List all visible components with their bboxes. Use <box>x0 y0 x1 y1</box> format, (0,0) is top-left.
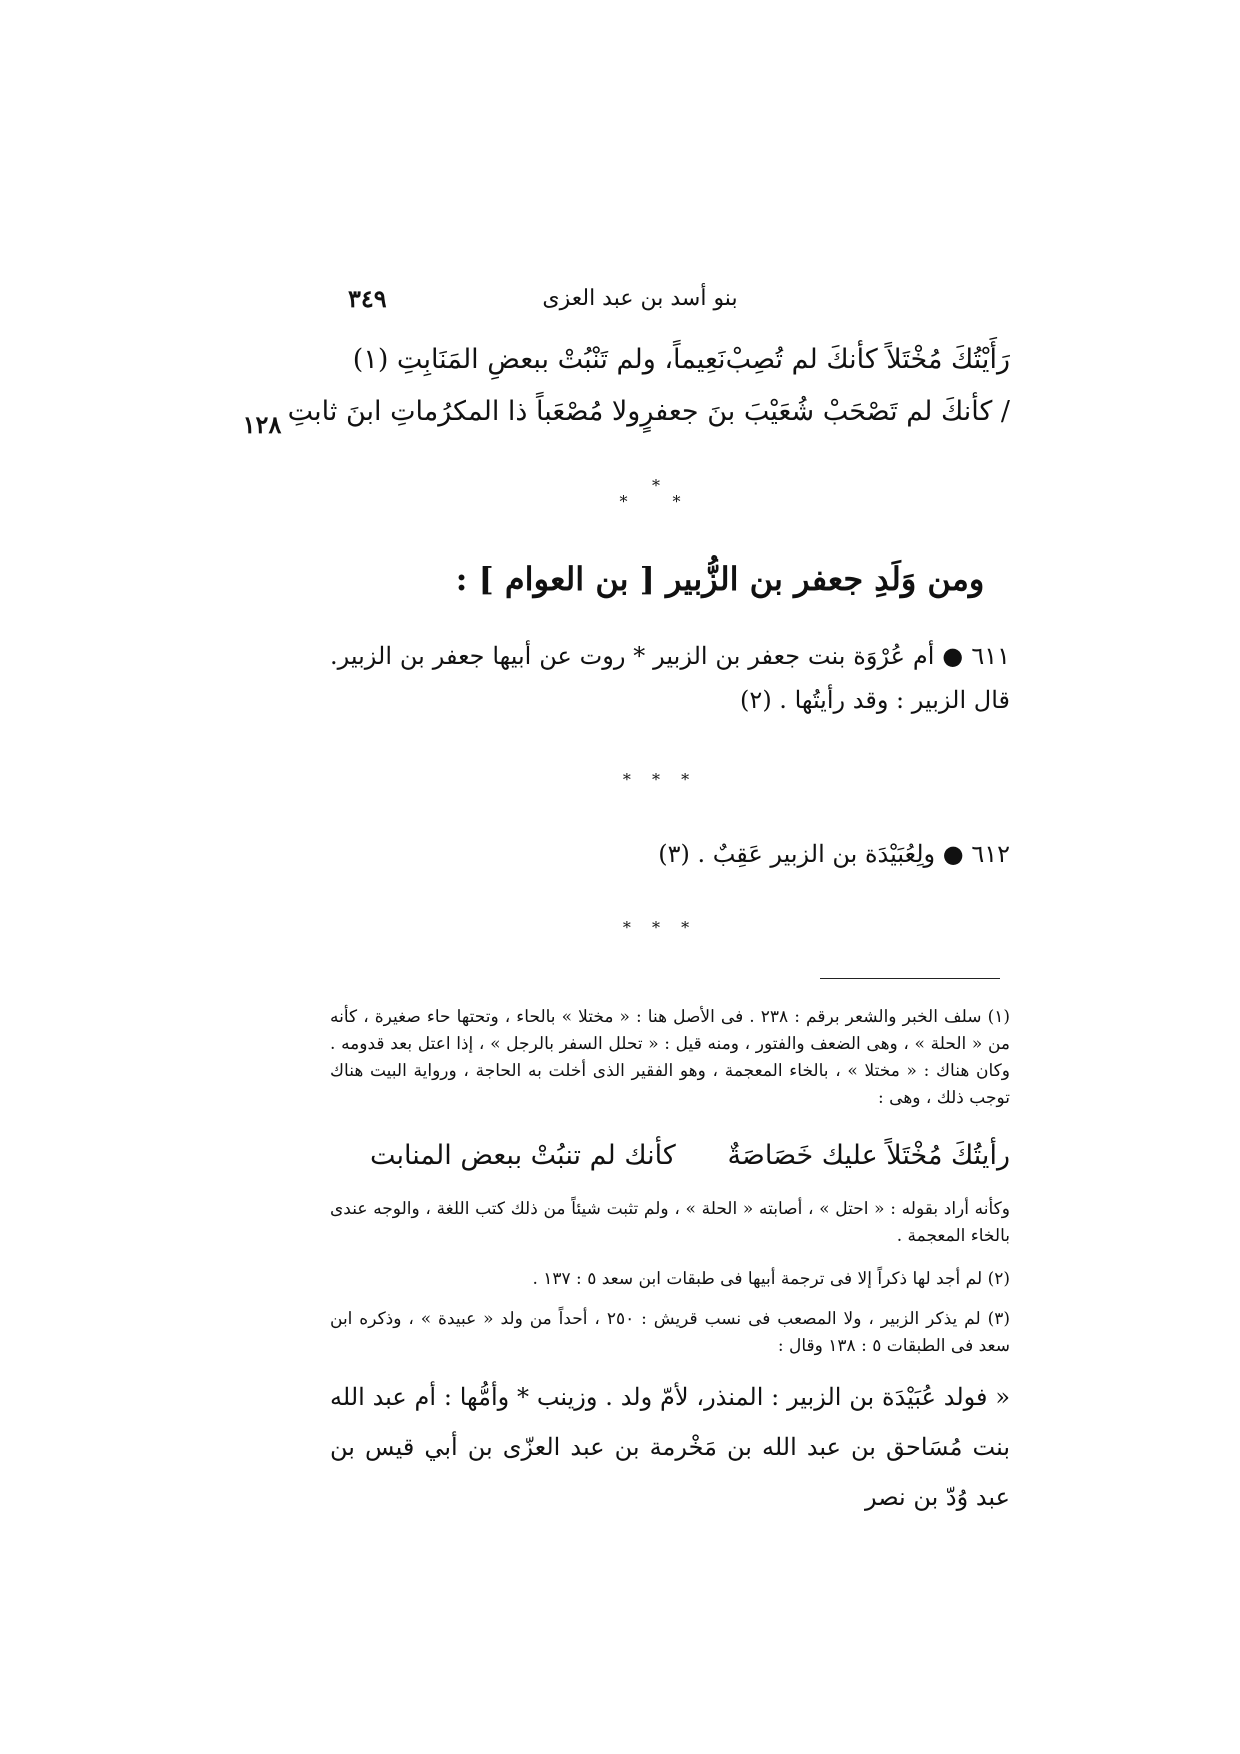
footnote-verse-first: رأيتُكَ مُخْتَلاً عليك خَصَاصَةٌ <box>727 1140 1010 1171</box>
footnote-1: (١) سلف الخبر والشعر برقم : ٢٣٨ . فى الأصل هنا : « مختلا » بالحاء ، وتحتها حاء صغيرة ، كأنه من « الحلة » ، وهى الضعف والفتور ، ومنه قيل : « تحلل السفر بالرجل » ، إذا اعتل بعد قدومه . وكان هناك : « مختلا » ، بالخاء المعجمة ، وهو الفقير الذى أخلت به الحاجة ، ورواية البيت هناك توجب ذلك ، وهى : <box>330 1007 1010 1108</box>
verse-1-first-hemistich: رَأَيْتُكَ مُخْتَلاً كأنكَ لم تُصِبْ <box>725 344 1010 375</box>
footnote-3: (٣) لم يذكر الزبير ، ولا المصعب فى نسب قريش : ٢٥٠ ، أحداً من ولد « عبيدة » ، وذكره ابن سعد فى الطبقات ٥ : ١٣٨ وقال : <box>330 1309 1010 1356</box>
divider-stars-3: * * * <box>622 918 698 937</box>
footnote-1-verse <box>370 1140 1010 1171</box>
entry-612: ٦١٢ ● ولِعُبَيْدَة بن الزبير عَقِبٌ . (٣) <box>658 840 1010 868</box>
verse-line-2 <box>287 396 1010 440</box>
verse-2-first-hemistich: / كأنكَ لم تَصْحَبْ شُعَيْبَ بنَ جعفرٍ <box>640 396 1010 427</box>
margin-page-reference: ١٢٨ <box>242 410 282 439</box>
entry-611: ٦١١ ● أم عُرْوَة بنت جعفر بن الزبير * روت عن أبيها جعفر بن الزبير. قال الزبير : وقد رأيتُها . (٢) <box>330 642 1010 714</box>
divider-stars-2: * * * <box>622 770 698 789</box>
quoted-passage: « فولد عُبَيْدَة بن الزبير : المنذر، لأمّ ولد . وزينب * وأمُّها : أم عبد الله بنت مُسَاحق بن عبد الله بن مَخْرمة بن عبد العزّى بن أبي قيس بن عبد وُدّ بن نصر <box>330 1383 1010 1511</box>
section-divider-stars: * * * <box>619 476 701 511</box>
verse-1-second-hemistich: نَعِيماً، ولم تَنْبُتْ ببعضِ المَنَابِتِ (١) <box>352 344 726 375</box>
page-number: ٣٤٩ <box>348 284 387 313</box>
footnote-1-continuation: وكأنه أراد بقوله : « احتل » ، أصابته « الحلة » ، ولم تثبت شيئاً من ذلك كتب اللغة ، والوجه عندى بالخاء المعجمة . <box>330 1199 1010 1246</box>
footnote-2: (٢) لم أجد لها ذكراً إلا فى ترجمة أبيها فى طبقات ابن سعد ٥ : ١٣٧ . <box>532 1269 1010 1289</box>
footnote-verse-second: كأنك لم تنبُتْ ببعض المنابت <box>370 1140 676 1171</box>
running-header-title: بنو أسد بن عبد العزى <box>542 286 738 311</box>
section-heading: ومن وَلَدِ جعفر بن الزُّبير [ بن العوام ] : <box>455 560 985 598</box>
verse-line-1 <box>352 344 1010 388</box>
verse-2-second-hemistich: ولا مُصْعَباً ذا المكرُماتِ ابنَ ثابتِ <box>287 396 641 427</box>
footnote-rule <box>820 978 1000 979</box>
